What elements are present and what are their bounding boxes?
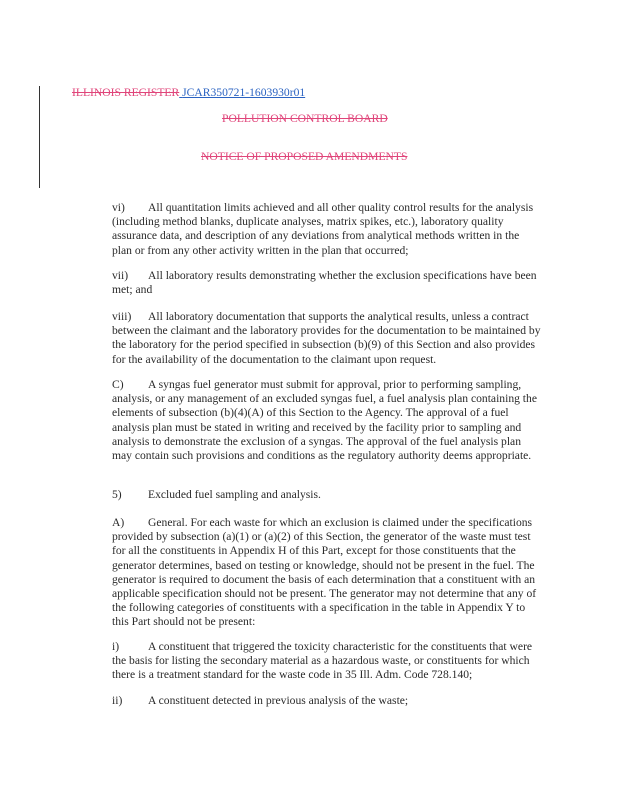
register-header bbox=[72, 86, 305, 100]
paragraph-viii bbox=[112, 310, 542, 367]
paragraph-label: ii) bbox=[112, 694, 123, 707]
paragraph-vi bbox=[112, 201, 542, 258]
board-title-deleted: POLLUTION CONTROL BOARD bbox=[222, 112, 388, 125]
paragraph-i bbox=[112, 640, 542, 683]
notice-title-deleted: NOTICE OF PROPOSED AMENDMENTS bbox=[201, 150, 408, 163]
paragraph-5 bbox=[112, 488, 542, 502]
paragraph-label: viii) bbox=[112, 310, 132, 323]
paragraph-label: i) bbox=[112, 640, 120, 653]
paragraph-text: A constituent detected in previous analysis of the waste; bbox=[148, 694, 409, 707]
paragraph-text: All laboratory documentation that supports the analytical results, unless a contract between the claimant and the laboratory provides for the documentation to be maintained by the laboratory for the period specified in subsection (b)(9) of this Section and also provides for the availability of the documentation to the claimant upon request. bbox=[112, 310, 541, 366]
paragraph-text: General. For each waste for which an exclusion is claimed under the specifications provided by subsection (a)(1) or (a)(2) of this Section, the generator of the waste must test for all the constituents in Appendix H of this Part, except for those constituents that the generator determines, based on testing or knowledge, should not be present in the fuel. The generator is required to document the basis of each determination that a constituent with an applicable specification should not be present. The generator may not determine that any of the following categories of constituents with a specification in the table in Appendix Y to this Part should not be present: bbox=[112, 516, 537, 629]
register-id-inserted[interactable]: JCAR350721-1603930r01 bbox=[182, 86, 306, 99]
paragraph-text: A syngas fuel generator must submit for approval, prior to performing sampling, analysis, or any management of an excluded syngas fuel, a fuel analysis plan containing the elements of subsection (b)(4)(A) of this Section to the Agency. The approval of a fuel analysis plan must be stated in writing and received by the facility prior to sampling and analysis to demonstrate the exclusion of a syngas. The approval of the fuel analysis plan may contain such provisions and conditions as the regulatory authority deems appropriate. bbox=[112, 378, 537, 463]
paragraph-text: All quantitation limits achieved and all other quality control results for the analysis (including method blanks, duplicate analyses, matrix spikes, etc.), laboratory quality assurance data, and description of any deviations from analytical methods written in the plan or from any other activity written in the plan that occurred; bbox=[112, 201, 534, 257]
paragraph-text: All laboratory results demonstrating whether the exclusion specifications have been met; and bbox=[112, 269, 537, 297]
paragraph-label: C) bbox=[112, 378, 124, 391]
paragraph-vii bbox=[112, 269, 542, 297]
paragraph-label: vii) bbox=[112, 269, 129, 282]
paragraph-c bbox=[112, 378, 542, 463]
paragraph-text: Excluded fuel sampling and analysis. bbox=[148, 488, 321, 501]
revision-change-bar bbox=[39, 86, 40, 188]
paragraph-text: A constituent that triggered the toxicity characteristic for the constituents that were the basis for listing the secondary material as a hazardous waste, or constituents for which there is a treatment standard for the waste code in 35 Ill. Adm. Code 728.140; bbox=[112, 640, 533, 682]
paragraph-a bbox=[112, 516, 542, 630]
register-title-deleted: ILLINOIS REGISTER bbox=[72, 86, 180, 99]
paragraph-label: vi) bbox=[112, 201, 125, 214]
paragraph-ii bbox=[112, 694, 542, 708]
paragraph-label: A) bbox=[112, 516, 125, 529]
paragraph-label: 5) bbox=[112, 488, 122, 501]
